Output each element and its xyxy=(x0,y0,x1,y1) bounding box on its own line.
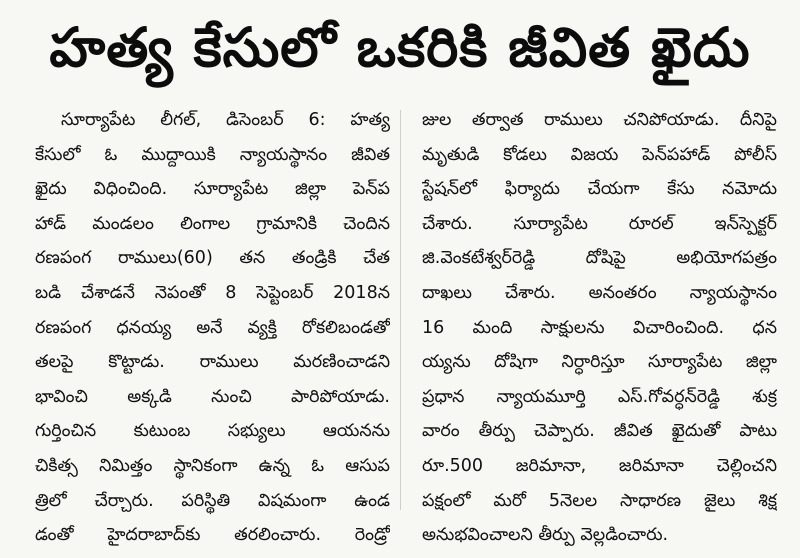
text-line: బడి చేశాడనే నెపంతో 8 సెప్టెంబర్ 2018న xyxy=(35,282,390,303)
text-line: అనుభవించాలని తీర్పు వెల్లడించారు. xyxy=(422,525,669,546)
column-divider xyxy=(400,110,401,510)
text-line: రణపంగ ధనయ్య అనే వ్యక్తి రోకలిబండతో xyxy=(35,317,390,338)
text-line: దాఖలు చేశారు. అనంతరం న్యాయస్థానం xyxy=(422,282,777,303)
text-line: హాడ్ మండలం లింగాల గ్రామానికి చెందిన xyxy=(35,213,390,234)
article-column-left xyxy=(35,103,390,553)
text-line: వారం తీర్పు చెప్పారు. జీవిత ఖైదుతో పాటు xyxy=(422,421,777,442)
text-line: జుల తర్వాత రాములు చనిపోయాడు. దీనిపై xyxy=(422,110,777,130)
text-line: రణపంగ రాములు(60) తన తండ్రికి చేత xyxy=(35,248,390,269)
text-line: పక్షంలో మరో 5నెలల సాధారణ జైలు శిక్ష xyxy=(422,490,777,511)
headline: హత్య కేసులో ఒకరికి జీవిత ఖైదు xyxy=(49,16,751,79)
text-line: చికిత్స నిమిత్తం స్థానికంగా ఉన్న ఓ ఆసుప xyxy=(35,455,390,476)
article-column-right xyxy=(422,103,777,553)
text-line: డంతో హైదరాబాద్‌కు తరలించారు. రెండ్రో xyxy=(35,525,390,546)
text-line: గుర్తించిన కుటుంబ సభ్యులు ఆయనను xyxy=(35,421,390,442)
text-line: త్రిలో చేర్చారు. పరిస్థితి విషమంగా ఉండ xyxy=(35,490,390,511)
text-line: సూర్యాపేట లీగల్, డిసెంబర్ 6: హత్య xyxy=(61,110,390,130)
text-line: జి.వెంకటేశ్వర్‌రెడ్డి దోషిపై అభియోగపత్రం xyxy=(422,248,777,269)
text-line: ప్రధాన న్యాయమూర్తి ఎస్.గోవర్ధన్‌రెడ్డి శుక్ర xyxy=(422,386,777,407)
text-line: ఖైదు విధించింది. సూర్యాపేట జిల్లా పెన్‌ప xyxy=(35,179,390,200)
text-line: య్యను దోషిగా నిర్ధారిస్తూ సూర్యాపేట జిల్లా xyxy=(422,352,777,373)
text-line: 16 మంది సాక్షులను విచారించింది. ధన xyxy=(422,317,777,338)
text-line: స్టేషన్‌లో ఫిర్యాదు చేయగా కేసు నమోదు xyxy=(422,179,777,200)
text-line: కేసులో ఓ ముద్దాయికి న్యాయస్థానం జీవిత xyxy=(35,144,390,165)
text-line: భావించి అక్కడి నుంచి పారిపోయాడు. xyxy=(35,386,390,407)
text-line: మృతుడి కోడలు విజయ పెన్‌పహాడ్ పోలీస్ xyxy=(422,144,777,165)
text-line: తలపై కొట్టాడు. రాములు మరణించాడని xyxy=(35,352,390,373)
text-line: చేశారు. సూర్యాపేట రూరల్ ఇన్‌స్పెక్టర్ xyxy=(422,213,777,234)
text-line: రూ.500 జరిమానా, జరిమానా చెల్లించని xyxy=(422,455,777,476)
